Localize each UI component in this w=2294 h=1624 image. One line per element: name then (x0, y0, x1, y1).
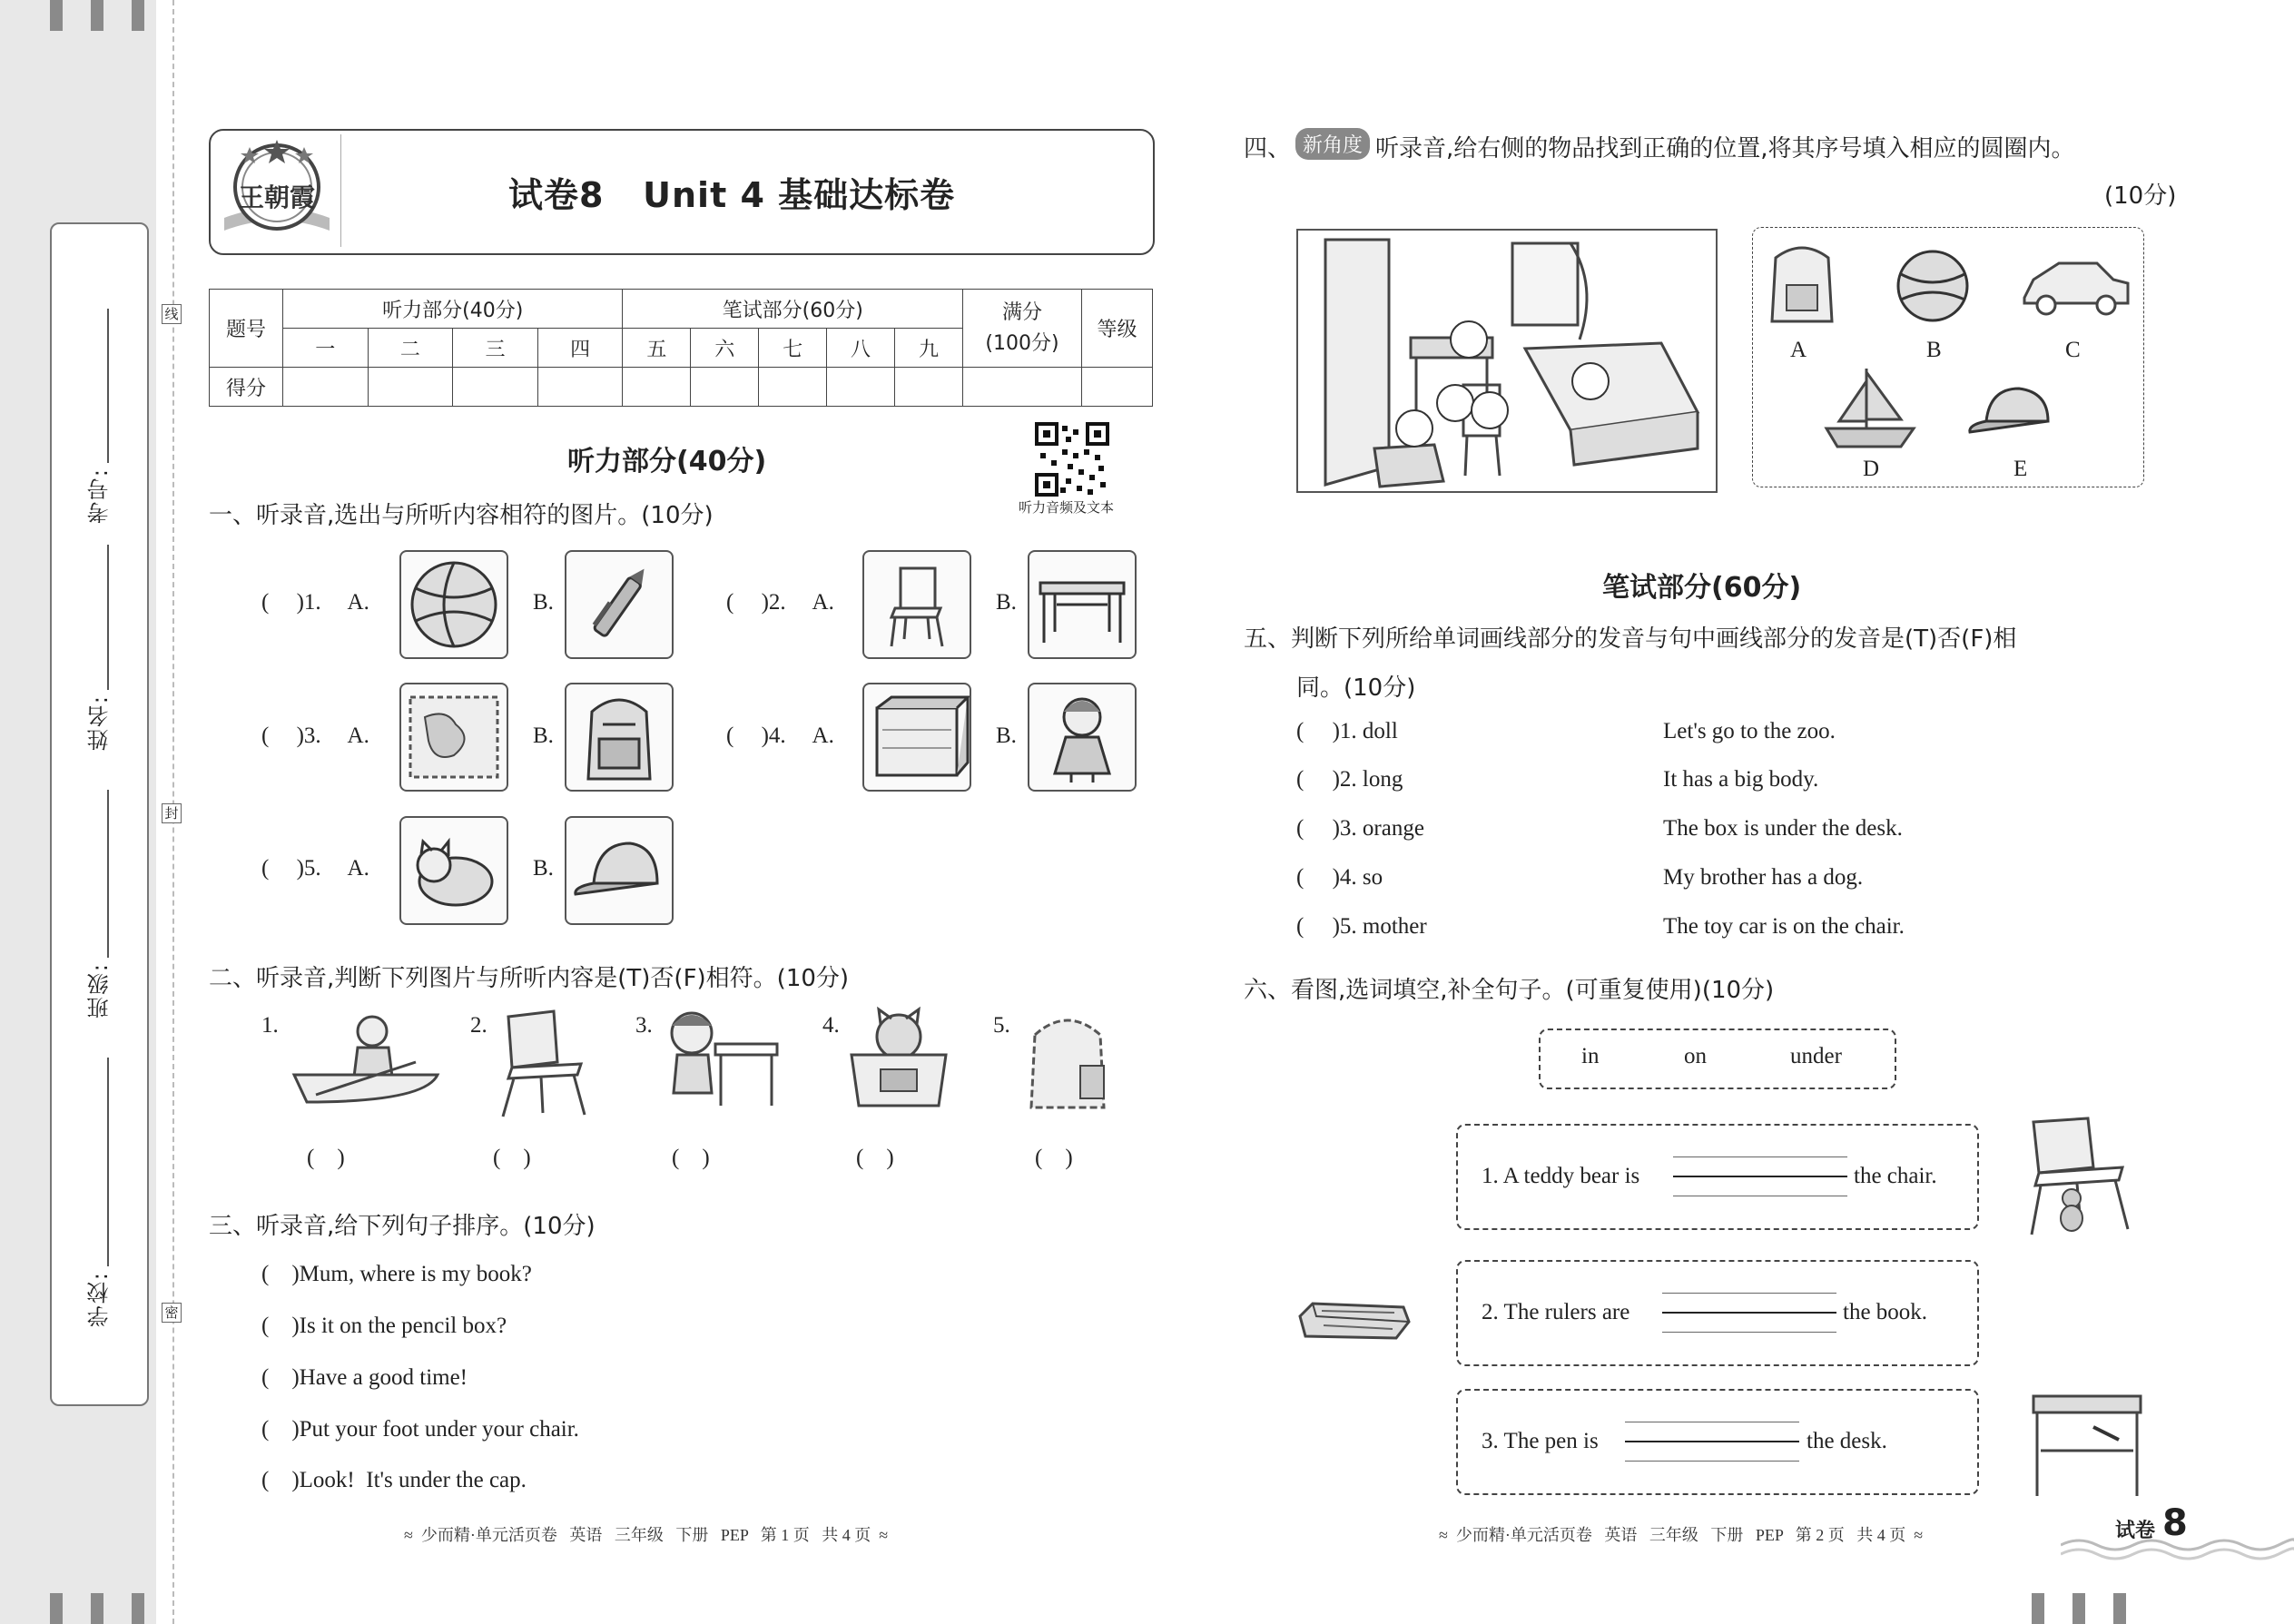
student-info-card (50, 222, 149, 1406)
boat-icon (1819, 363, 1919, 454)
chair-icon (864, 552, 970, 657)
s2-picture-1 (289, 1008, 443, 1107)
q4-label: ( )4. A. (726, 723, 834, 748)
book-with-rulers-icon (1295, 1289, 1413, 1348)
ball-icon (401, 552, 507, 657)
s5-sentence-4: My brother has a dog. (1663, 865, 1864, 890)
item-c (2019, 252, 2132, 325)
cap-icon (566, 818, 672, 923)
item-a-label: A (1790, 338, 1807, 362)
s5-sentence-2: It has a big body. (1663, 767, 1819, 792)
bedroom-scene (1296, 229, 1718, 493)
q1-label: ( )1. A. (261, 590, 369, 615)
grade-head: 等级 (1082, 290, 1153, 368)
score-cell[interactable] (453, 368, 538, 407)
score-cell[interactable] (827, 368, 895, 407)
seal-mark-line: 线 (162, 304, 182, 324)
num-cell: 八 (827, 329, 895, 368)
score-cell[interactable] (537, 368, 623, 407)
q5-label: ( )5. A. (261, 856, 369, 881)
s3-sentence-4[interactable]: ( )Put your foot under your chair. (261, 1417, 579, 1442)
footer-left: ≈ 少而精·单元活页卷 英语 三年级 下册 PEP 第 1 页 共 4 页 ≈ (404, 1526, 889, 1544)
listening-head: 听力部分(40分) (283, 290, 623, 329)
word-on: on (1684, 1044, 1707, 1068)
score-cell[interactable] (894, 368, 962, 407)
ball-icon (1892, 245, 1974, 327)
s3-sentence-2[interactable]: ( )Is it on the pencil box? (261, 1314, 507, 1338)
num-cell: 一 (283, 329, 369, 368)
binding-mark (2113, 1593, 2126, 1624)
s6-picture-3 (2030, 1387, 2144, 1501)
bag-icon (1761, 238, 1843, 329)
paper-number: 8 (2162, 1502, 2188, 1544)
q1-option-a[interactable] (399, 550, 508, 659)
car-icon (2019, 252, 2132, 325)
logo-text: 王朝霞 (239, 182, 316, 212)
section4-prefix: 四、 (1244, 135, 1292, 162)
s2-num-4: 4. (822, 1013, 840, 1038)
name-line[interactable] (107, 545, 109, 690)
s6-picture-2 (1295, 1289, 1413, 1348)
s2-num-1: 1. (261, 1013, 279, 1038)
s5-word-5[interactable]: ( )5. mother (1296, 914, 1427, 939)
doll-icon (1029, 684, 1135, 790)
q2-option-a[interactable] (862, 550, 971, 659)
item-e (1964, 376, 2055, 444)
score-table (209, 289, 1153, 407)
row-head: 题号 (210, 290, 283, 368)
qr-code-icon[interactable] (1035, 422, 1109, 497)
pen-in-desk-icon (2030, 1387, 2144, 1501)
s6-blank-3[interactable] (1625, 1411, 1799, 1472)
num-cell: 七 (759, 329, 827, 368)
cap-icon (1964, 376, 2055, 444)
section2-title: 二、听录音,判断下列图片与所听内容是(T)否(F)相符。(10分) (209, 965, 850, 992)
s2-answer-3[interactable]: ( ) (672, 1146, 710, 1170)
item-d-label: D (1863, 457, 1880, 481)
s5-sentence-5: The toy car is on the chair. (1663, 914, 1905, 939)
bag-icon (566, 684, 672, 790)
writing-head: 笔试部分(60分) (623, 290, 963, 329)
score-cell[interactable] (368, 368, 453, 407)
section5-title-line1: 五、判断下列所给单词画线部分的发音与句中画线部分的发音是(T)否(F)相 (1244, 625, 2017, 653)
box-icon (864, 684, 970, 790)
desk-icon (1029, 552, 1135, 657)
girl-in-boat-icon (289, 1008, 443, 1107)
score-cell[interactable] (759, 368, 827, 407)
section4-points: (10分) (2104, 182, 2177, 210)
logo (213, 134, 341, 247)
s5-sentence-3: The box is under the desk. (1663, 816, 1903, 841)
class-line[interactable] (107, 790, 109, 958)
score-cell[interactable] (623, 368, 691, 407)
score-cell[interactable] (963, 368, 1082, 407)
score-cell[interactable] (283, 368, 369, 407)
q2-label: ( )2. A. (726, 590, 834, 615)
pen-icon (566, 552, 672, 657)
s6-blank-1[interactable] (1673, 1146, 1847, 1207)
item-d (1819, 363, 1919, 454)
s2-answer-2[interactable]: ( ) (493, 1146, 531, 1170)
q4-option-b[interactable] (1028, 683, 1137, 792)
s3-sentence-5[interactable]: ( )Look! It's under the cap. (261, 1468, 527, 1492)
s2-answer-5[interactable]: ( ) (1035, 1146, 1073, 1170)
q3-option-a[interactable] (399, 683, 508, 792)
class-label: 班级: (87, 962, 113, 1019)
s3-sentence-1[interactable]: ( )Mum, where is my book? (261, 1262, 532, 1286)
binding-mark (2072, 1593, 2085, 1624)
q5-option-a[interactable] (399, 816, 508, 925)
s6-sentence-3-after: the desk. (1807, 1429, 1887, 1453)
item-b-label: B (1926, 338, 1942, 362)
bag-icon (1013, 1006, 1122, 1115)
q2-b-label: B. (996, 590, 1017, 615)
s2-picture-3 (655, 1006, 783, 1110)
q1-b-label: B. (533, 590, 554, 615)
full-score-head: 满分 (100分) (963, 290, 1082, 368)
name-label: 姓名: (87, 694, 113, 752)
s5-sentence-1: Let's go to the zoo. (1663, 719, 1836, 743)
s6-sentence-1-before: 1. A teddy bear is (1482, 1164, 1640, 1188)
section3-title: 三、听录音,给下列句子排序。(10分) (209, 1213, 596, 1240)
binding-mark (2032, 1593, 2044, 1624)
item-c-label: C (2065, 338, 2081, 362)
q4-b-label: B. (996, 723, 1017, 748)
s2-num-3: 3. (635, 1013, 653, 1038)
s2-picture-2 (490, 1008, 599, 1121)
seal-mark-secret: 密 (162, 1303, 182, 1323)
qr-caption: 听力音频及文本 (1019, 499, 1115, 516)
chair-icon (490, 1008, 599, 1121)
s3-sentence-3[interactable]: ( )Have a good time! (261, 1365, 468, 1390)
q3-b-label: B. (533, 723, 554, 748)
item-b (1892, 245, 1974, 327)
school-label: 学校: (87, 1271, 113, 1328)
teddy-under-chair-icon (2024, 1115, 2133, 1237)
writing-section-title: 笔试部分(60分) (1602, 572, 1802, 604)
num-cell: 三 (453, 329, 538, 368)
paper-label: 试卷 (2115, 1520, 2156, 1542)
s2-answer-1[interactable]: ( ) (307, 1146, 345, 1170)
s2-num-2: 2. (470, 1013, 487, 1038)
word-under: under (1790, 1044, 1842, 1068)
section1-title: 一、听录音,选出与所听内容相符的图片。(10分) (209, 502, 714, 529)
s2-num-5: 5. (993, 1013, 1010, 1038)
score-cell[interactable] (691, 368, 759, 407)
s2-answer-4[interactable]: ( ) (856, 1146, 894, 1170)
new-angle-badge: 新角度 (1295, 128, 1370, 160)
num-cell: 二 (368, 329, 453, 368)
s5-word-3[interactable]: ( )3. orange (1296, 816, 1424, 841)
bedroom-icon (1298, 231, 1716, 491)
score-cell[interactable] (1082, 368, 1153, 407)
exam-number-line[interactable] (107, 309, 109, 463)
footer-right: ≈ 少而精·单元活页卷 英语 三年级 下册 PEP 第 2 页 共 4 页 ≈ (1439, 1526, 1924, 1544)
num-cell: 四 (537, 329, 623, 368)
s6-sentence-1-after: the chair. (1854, 1164, 1937, 1188)
section5-title-line2: 同。(10分) (1296, 674, 1416, 702)
s6-blank-2[interactable] (1662, 1282, 1836, 1343)
listening-section-title: 听力部分(40分) (567, 446, 767, 477)
score-label: 得分 (210, 368, 283, 407)
section6-title: 六、看图,选词填空,补全句子。(可重复使用)(10分) (1244, 977, 1775, 1004)
s6-picture-1 (2024, 1115, 2133, 1237)
seal-mark-seal: 封 (162, 803, 182, 823)
map-icon (401, 684, 507, 790)
school-line[interactable] (107, 1058, 109, 1266)
page-title: 试卷8 Unit 4 基础达标卷 (508, 175, 956, 215)
boy-at-desk-icon (655, 1006, 783, 1110)
s5-word-2[interactable]: ( )2. long (1296, 767, 1403, 792)
num-cell: 九 (894, 329, 962, 368)
q1-option-b[interactable] (565, 550, 674, 659)
q2-option-b[interactable] (1028, 550, 1137, 659)
cat-in-box-icon (844, 1006, 953, 1110)
section4-title: 听录音,给右侧的物品找到正确的位置,将其序号填入相应的圆圈内。 (1375, 135, 2075, 162)
exam-number-label: 考号: (87, 468, 113, 525)
q5-option-b[interactable] (565, 816, 674, 925)
s6-sentence-2-before: 2. The rulers are (1482, 1300, 1630, 1324)
s5-word-1[interactable]: ( )1. doll (1296, 719, 1398, 743)
num-cell: 六 (691, 329, 759, 368)
q4-option-a[interactable] (862, 683, 971, 792)
s2-picture-4 (844, 1006, 953, 1110)
s5-word-4[interactable]: ( )4. so (1296, 865, 1383, 890)
q5-b-label: B. (533, 856, 554, 881)
s2-picture-5 (1013, 1006, 1122, 1115)
s6-sentence-2-after: the book. (1843, 1300, 1928, 1324)
q3-label: ( )3. A. (261, 723, 369, 748)
item-a (1761, 238, 1843, 329)
word-in: in (1581, 1044, 1600, 1068)
cat-icon (401, 818, 507, 923)
num-cell: 五 (623, 329, 691, 368)
item-e-label: E (2013, 457, 2028, 481)
s6-sentence-3-before: 3. The pen is (1482, 1429, 1599, 1453)
q3-option-b[interactable] (565, 683, 674, 792)
